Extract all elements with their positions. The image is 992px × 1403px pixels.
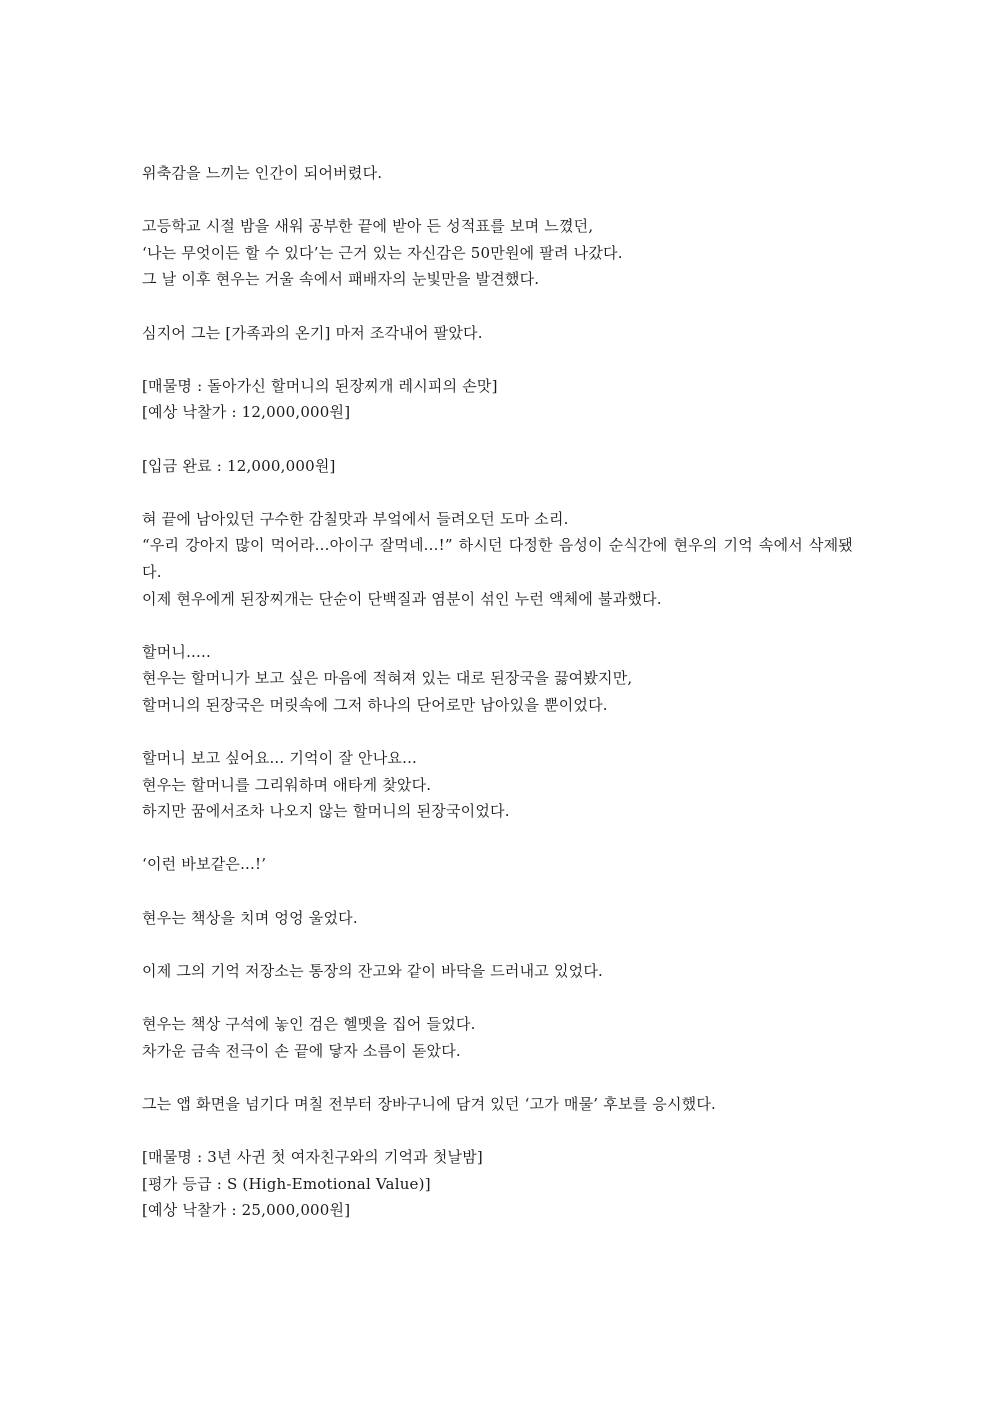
paragraph — [142, 506, 854, 612]
deposit-complete: [입금 완료 : 12,000,000원] — [142, 456, 336, 475]
text-line: 그는 앱 화면을 넘기다 며칠 전부터 장바구니에 담겨 있던 ‘고가 매물’ 후보를 응시했다. — [142, 1094, 716, 1113]
text-line: 그 날 이후 현우는 거울 속에서 패배자의 눈빛만을 발견했다. — [142, 270, 540, 289]
text-line: 하지만 꿈에서조차 나오지 않는 할머니의 된장국이었다. — [142, 802, 510, 821]
text-line: 고등학교 시절 밤을 새워 공부한 끝에 받아 든 성적표를 보며 느꼈던, — [142, 217, 594, 236]
text-line: 현우는 할머니를 그리워하며 애타게 찾았다. — [142, 775, 432, 794]
deposit-info — [142, 453, 854, 480]
text-line: 차가운 금속 전극이 손 끝에 닿자 소름이 돋았다. — [142, 1041, 461, 1060]
listing-name: [매물명 : 3년 사귄 첫 여자친구와의 기억과 첫날밤] — [142, 1147, 483, 1166]
paragraph — [142, 213, 854, 293]
listing-info — [142, 373, 854, 426]
listing-name: [매물명 : 돌아가신 할머니의 된장찌개 레시피의 손맛] — [142, 376, 498, 395]
listing-grade: [평가 등급 : S (High-Emotional Value)] — [142, 1174, 431, 1193]
paragraph — [142, 1011, 854, 1064]
paragraph — [142, 905, 854, 932]
listing-info — [142, 1144, 854, 1224]
paragraph — [142, 160, 854, 187]
paragraph — [142, 320, 854, 347]
paragraph — [142, 958, 854, 985]
text-line: ‘이런 바보같은...!’ — [142, 855, 267, 874]
text-line: 현우는 책상을 치며 엉엉 울었다. — [142, 908, 358, 927]
text-line: “우리 강아지 많이 먹어라...아이구 잘먹네...!” 하시던 다정한 음성이 순식간에 현우의 기억 속에서 삭제됐다. — [142, 536, 853, 581]
document-body — [142, 160, 854, 1250]
text-line: 심지어 그는 [가족과의 온기] 마저 조각내어 팔았다. — [142, 323, 483, 342]
text-line: 이제 현우에게 된장찌개는 단순이 단백질과 염분이 섞인 누런 액체에 불과했다. — [142, 589, 662, 608]
listing-price: [예상 낙찰가 : 12,000,000원] — [142, 403, 351, 422]
text-line: 할머니의 된장국은 머릿속에 그저 하나의 단어로만 남아있을 뿐이었다. — [142, 695, 608, 714]
paragraph — [142, 745, 854, 825]
text-line: 이제 그의 기억 저장소는 통장의 잔고와 같이 바닥을 드러내고 있었다. — [142, 961, 604, 980]
paragraph — [142, 1091, 854, 1118]
text-line: 현우는 할머니가 보고 싶은 마음에 적혀져 있는 대로 된장국을 끓여봤지만, — [142, 669, 633, 688]
text-line: 할머니..... — [142, 642, 211, 661]
text-line: 위축감을 느끼는 인간이 되어버렸다. — [142, 164, 383, 182]
paragraph — [142, 851, 854, 878]
text-line: ‘나는 무엇이든 할 수 있다’는 근거 있는 자신감은 50만원에 팔려 나갔다. — [142, 243, 623, 262]
text-line: 혀 끝에 남아있던 구수한 감칠맛과 부엌에서 들려오던 도마 소리. — [142, 509, 569, 528]
listing-price: [예상 낙찰가 : 25,000,000원] — [142, 1201, 351, 1220]
text-line: 현우는 책상 구석에 놓인 검은 헬멧을 집어 들었다. — [142, 1015, 476, 1033]
paragraph — [142, 639, 854, 719]
text-line: 할머니 보고 싶어요... 기억이 잘 안나요... — [142, 749, 418, 768]
